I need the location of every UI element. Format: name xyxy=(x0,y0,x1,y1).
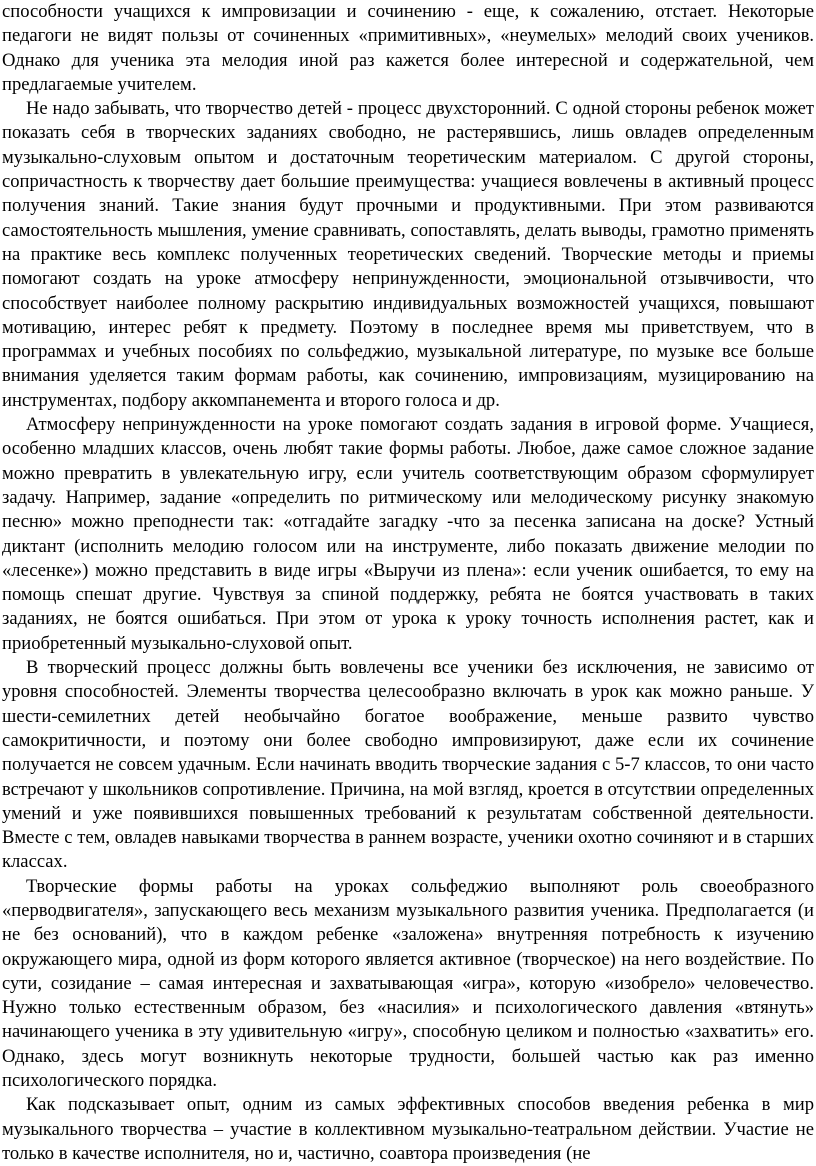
paragraph-6: Как подсказывает опыт, одним из самых эффективных способов введения ребенка в мир музыкального творчества – участие в коллективном музыкально-театральном действии. Участие не только в качестве исполнителя, но и, частично, соавтора произведения (не xyxy=(2,1094,814,1164)
paragraph-2: Не надо забывать, что творчество детей - процесс двухсторонний. С одной стороны ребенок может показать себя в творческих заданиях свободно, не растерявшись, лишь овладев определенным музыкально-слуховым опытом и достаточным теоретическим материалом. С другой стороны, сопричастность к творчеству дает большие преимущества: учащиеся вовлечены в активный процесс получения знаний. Такие знания будут прочными и продуктивными. При этом развиваются самостоятельность мышления, умение сравнивать, сопоставлять, делать выводы, грамотно применять на практике весь комплекс полученных теоретических сведений. Творческие методы и приемы помогают создать на уроке атмосферу непринужденности, эмоциональной отзывчивости, что способствует наиболее полному раскрытию индивидуальных возможностей учащихся, повышают мотивацию, интерес ребят к предмету. Поэтому в последнее время мы приветствуем, что в программах и учебных пособиях по сольфеджио, музыкальной литературе, по музыке все больше внимания уделяется таким формам работы, как сочинению, импровизациям, музицированию на инструментах, подбору аккомпанемента и второго голоса и др. xyxy=(2,98,814,411)
paragraph-5: Творческие формы работы на уроках сольфеджио выполняют роль своеобразного «перводвигателя», запускающего весь механизм музыкального развития ученика. Предполагается (и не без оснований), что в каждом ребенке «заложена» внутренняя потребность к изучению окружающего мира, одной из форм которого является активное (творческое) на него воздействие. По сути, созидание – самая интересная и захватывающая «игра», которую «изобрело» человечество. Нужно только естественным образом, без «насилия» и психологического давления «втянуть» начинающего ученика в эту удивительную «игру», способную целиком и полностью «захватить» его. Однако, здесь могут возникнуть некоторые трудности, большей частью как раз именно психологического порядка. xyxy=(2,875,814,1092)
paragraph-1: способности учащихся к импровизации и сочинению - еще, к сожалению, отстает. Некоторые педагоги не видят пользы от сочиненных «примитивных», «неумелых» мелодий своих учеников. Однако для ученика эта мелодия иной раз кажется более интересной и содержательной, чем предлагаемые учителем. xyxy=(2,1,814,95)
paragraph-4: В творческий процесс должны быть вовлечены все ученики без исключения, не зависимо от уровня способностей. Элементы творчества целесообразно включать в урок как можно раньше. У шести-семилетних детей необычайно богатое воображение, меньше развито чувство самокритичности, и поэтому они более свободно импровизируют, даже если их сочинение получается не совсем удачным. Если начинать вводить творческие задания с 5-7 классов, то они часто встречают у школьников сопротивление. Причина, на мой взгляд, кроется в отсутствии определенных умений и уже появившихся повышенных требований к результатам собственной деятельности. Вместе с тем, овладев навыками творчества в раннем возрасте, ученики охотно сочиняют и в старших классах. xyxy=(2,657,814,873)
paragraph-3: Атмосферу непринужденности на уроке помогают создать задания в игровой форме. Учащиеся, особенно младших классов, очень любят такие формы работы. Любое, даже самое сложное задание можно превратить в увлекательную игру, если учитель соответствующим образом сформулирует задачу. Например, задание «определить по ритмическому или мелодическому рисунку знакомую песню» можно преподнести так: «отгадайте загадку -что за песенка записана на доске? Устный диктант (исполнить мелодию голосом или на инструменте, либо показать движение мелодии по «лесенке») можно представить в виде игры «Выручи из плена»: если ученик ошибается, то ему на помощь спешат другие. Чувствуя за спиной поддержку, ребята не боятся участвовать в таких заданиях, не боятся ошибаться. При этом от урока к уроку точность исполнения растет, как и приобретенный музыкально-слуховой опыт. xyxy=(2,414,814,654)
document-body xyxy=(2,0,814,1166)
